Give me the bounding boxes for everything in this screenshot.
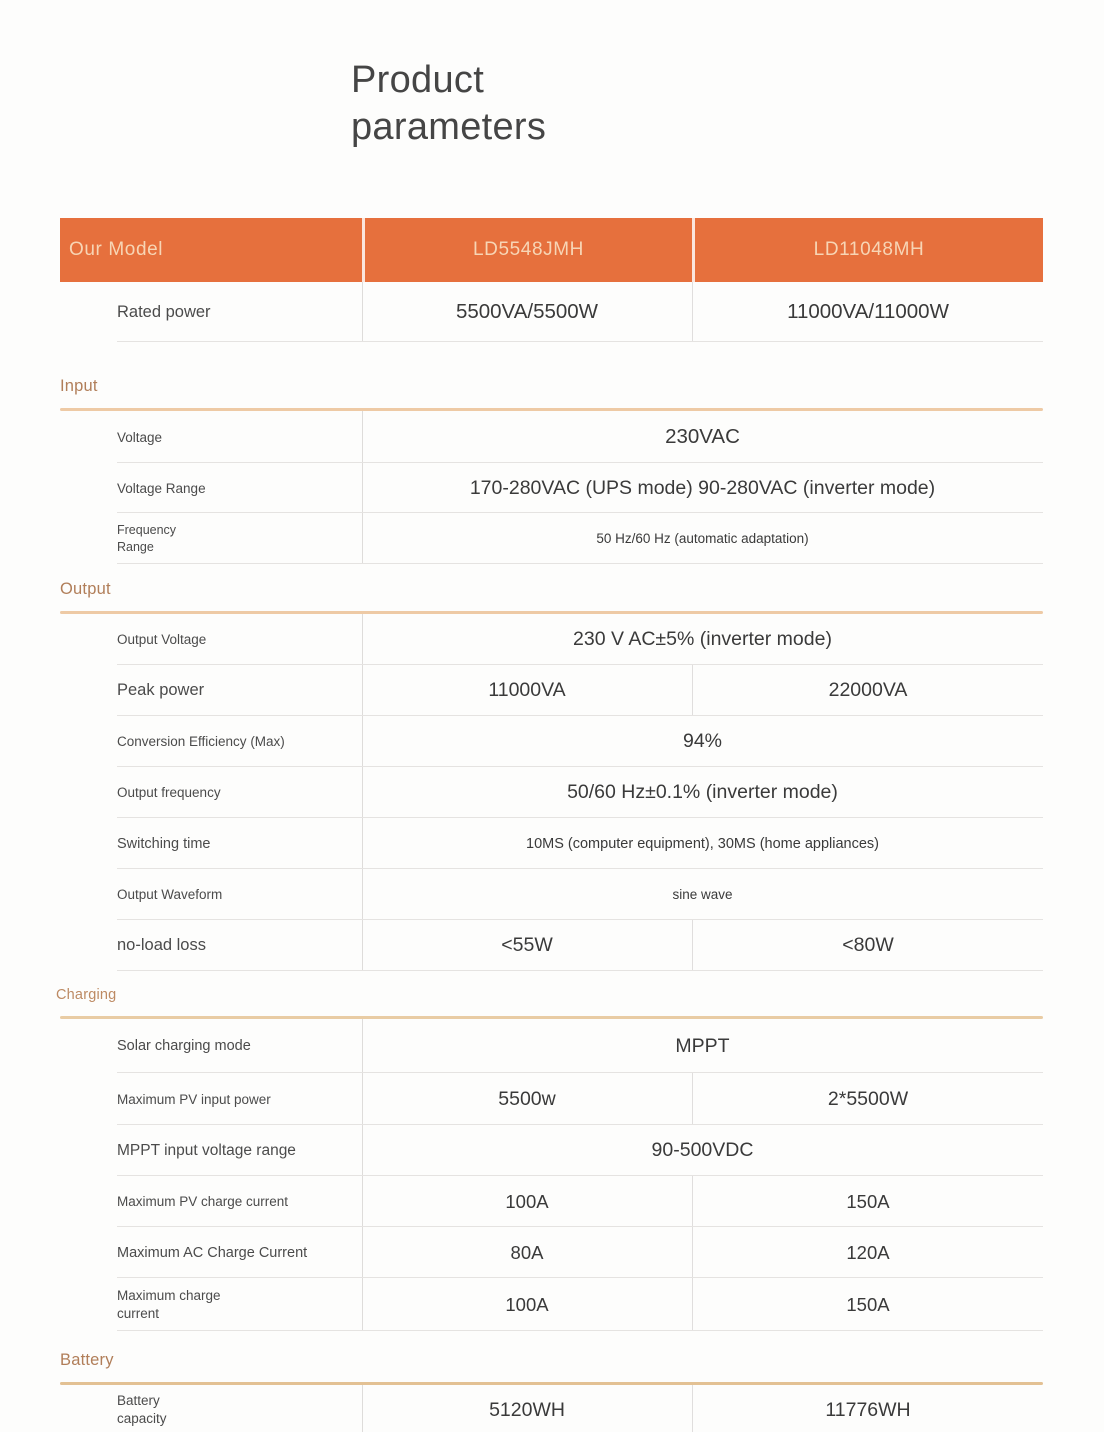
row-label: Conversion Efficiency (Max)	[117, 734, 285, 749]
peak-power-value-model2: 22000VA	[692, 665, 1043, 716]
rated-power-row	[60, 282, 1043, 342]
max-charge-current-value-model2: 150A	[692, 1278, 1043, 1331]
row-label: Peak power	[117, 681, 205, 699]
battery-capacity-value-model1: 5120WH	[489, 1398, 565, 1421]
max-ac-charge-current-value-model1: 80A	[510, 1241, 544, 1263]
no-load-loss-value-model1: <55W	[501, 934, 553, 956]
parameters-table	[56, 218, 1043, 1432]
output-frequency-row	[60, 767, 1043, 818]
mppt-input-voltage-range-value: 90-500VDC	[651, 1139, 754, 1161]
max-pv-input-power-value-model1: 5500w	[498, 1087, 556, 1110]
row-label: Maximum AC Charge Current	[117, 1244, 308, 1261]
peak-power-row	[60, 665, 1043, 716]
section-title-output: Output	[60, 580, 111, 598]
solar-charging-mode-row	[60, 1019, 1043, 1073]
max-pv-charge-current-value-model1: 100A	[505, 1190, 549, 1212]
row-label: Rated power	[117, 302, 211, 321]
max-pv-charge-current-value-model2: 150A	[692, 1176, 1043, 1227]
header-model-ld5548jmh: LD5548JMH	[362, 218, 692, 282]
voltage-value: 230VAC	[665, 425, 740, 448]
section-head-charging	[56, 971, 1043, 1019]
rated-power-block	[60, 282, 1043, 342]
section-body-output	[60, 614, 1043, 971]
solar-charging-mode-value: MPPT	[675, 1034, 730, 1057]
page-title	[351, 57, 546, 151]
max-pv-input-power-value-model2: 2*5500W	[692, 1073, 1043, 1125]
section-head-input	[60, 342, 1043, 411]
output-voltage-row	[60, 614, 1043, 665]
output-voltage-value: 230 V AC±5% (inverter mode)	[573, 628, 832, 650]
rated-power-value-model1: 5500VA/5500W	[455, 300, 599, 323]
output-waveform-value: sine wave	[672, 887, 733, 902]
row-label: Maximum PV charge current	[117, 1194, 289, 1209]
output-waveform-row	[60, 869, 1043, 920]
row-label: Maximum charge current	[117, 1287, 221, 1321]
header-model-ld11048mh: LD11048MH	[692, 218, 1043, 282]
output-frequency-value: 50/60 Hz±0.1% (inverter mode)	[567, 781, 838, 803]
section-title-charging: Charging	[56, 987, 117, 1003]
battery-capacity-value-model2: 11776WH	[692, 1385, 1043, 1432]
max-ac-charge-current-value-model2: 120A	[692, 1227, 1043, 1278]
section-title-battery: Battery	[60, 1351, 114, 1369]
row-label: Battery capacity	[117, 1393, 167, 1426]
max-pv-charge-current-row	[60, 1176, 1043, 1227]
voltage-range-value: 170-280VAC (UPS mode) 90-280VAC (inverter mode)	[469, 476, 936, 499]
row-label: Output Waveform	[117, 887, 223, 902]
row-label: Solar charging mode	[117, 1038, 251, 1054]
frequency-range-row	[60, 513, 1043, 564]
row-label: Switching time	[117, 835, 211, 852]
voltage-range-row	[60, 463, 1043, 513]
no-load-loss-value-model2: <80W	[692, 920, 1043, 971]
switching-time-value: 10MS (computer equipment), 30MS (home appliances)	[526, 835, 879, 852]
row-label: Frequency Range	[117, 523, 177, 554]
section-body-input	[60, 411, 1043, 564]
voltage-row	[60, 411, 1043, 463]
max-ac-charge-current-row	[60, 1227, 1043, 1278]
battery-capacity-row	[60, 1385, 1043, 1432]
section-body-battery	[60, 1385, 1043, 1432]
section-head-battery	[60, 1331, 1043, 1385]
row-label: Maximum PV input power	[117, 1091, 271, 1107]
row-label: no-load loss	[117, 936, 206, 954]
no-load-loss-row	[60, 920, 1043, 971]
page-title-line1: Product	[351, 59, 485, 101]
row-label: Output frequency	[117, 785, 221, 800]
peak-power-value-model1: 11000VA	[488, 679, 566, 701]
row-label: Voltage	[117, 429, 163, 445]
page-title-line2: parameters	[351, 106, 547, 148]
frequency-range-value: 50 Hz/60 Hz (automatic adaptation)	[596, 531, 809, 546]
conversion-efficiency-row	[60, 716, 1043, 767]
switching-time-row	[60, 818, 1043, 869]
conversion-efficiency-value: 94%	[682, 730, 723, 752]
section-title-input: Input	[60, 377, 98, 395]
row-label: Voltage Range	[117, 480, 206, 496]
rated-power-value-model2: 11000VA/11000W	[692, 282, 1043, 342]
max-pv-input-power-row	[60, 1073, 1043, 1125]
row-label: Output Voltage	[117, 632, 207, 647]
max-charge-current-row	[60, 1278, 1043, 1331]
max-charge-current-value-model1: 100A	[505, 1293, 549, 1315]
mppt-input-voltage-range-row	[60, 1125, 1043, 1176]
header-our-model: Our Model	[69, 239, 164, 260]
row-label: MPPT input voltage range	[117, 1141, 296, 1159]
section-head-output	[60, 564, 1043, 614]
table-header-row	[60, 218, 1043, 282]
section-body-charging	[60, 1019, 1043, 1331]
